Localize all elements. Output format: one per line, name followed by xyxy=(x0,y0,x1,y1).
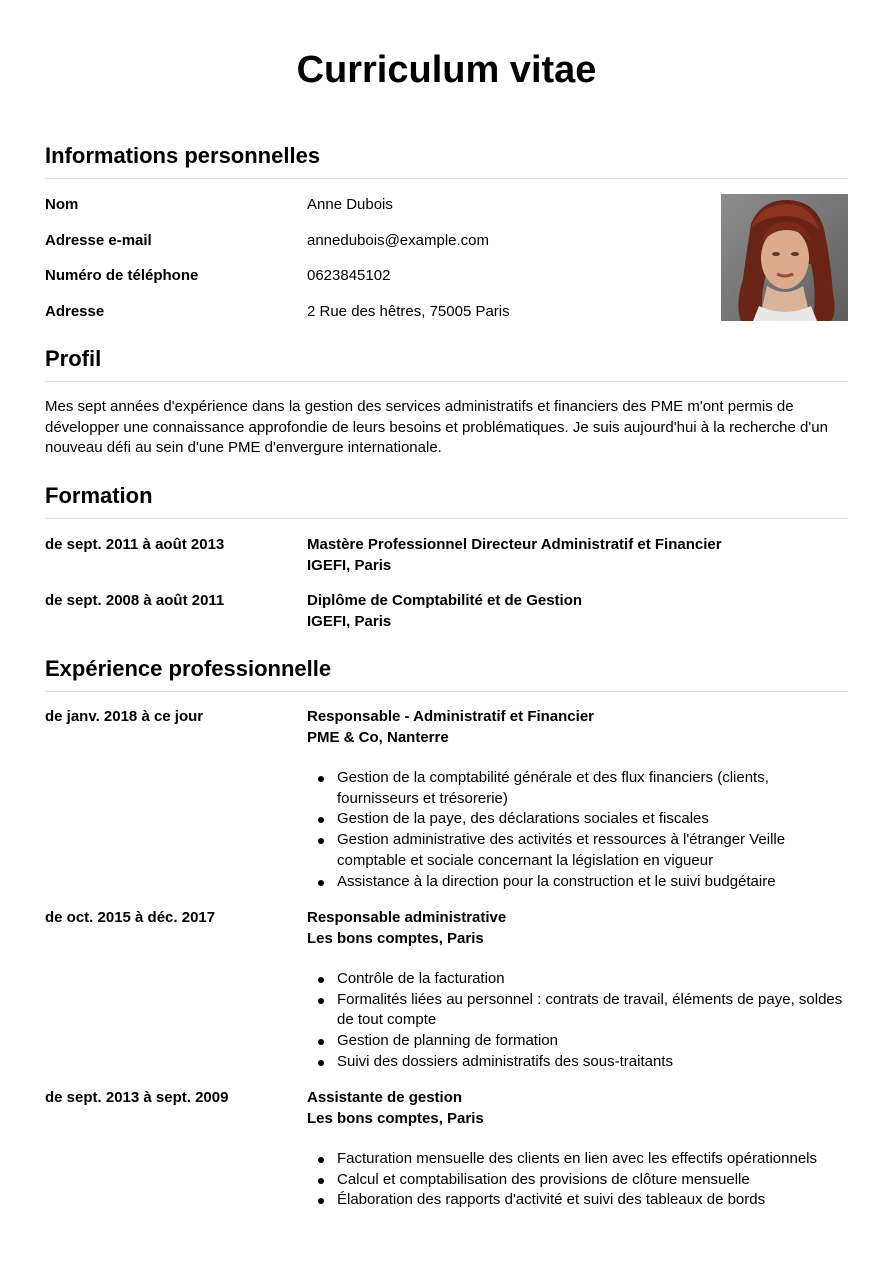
task-item: Gestion de la paye, des déclarations sociales et fiscales xyxy=(307,809,848,830)
task-list xyxy=(307,1149,848,1211)
education-school: IGEFI, Paris xyxy=(307,557,392,574)
education-details xyxy=(307,590,848,632)
education-school: IGEFI, Paris xyxy=(307,613,392,630)
experience-dates: de oct. 2015 à déc. 2017 xyxy=(45,909,216,926)
experience-company: Les bons comptes, Paris xyxy=(307,1110,484,1127)
task-item: Gestion de planning de formation xyxy=(307,1031,848,1052)
task-item: Suivi des dossiers administratifs des sous-traitants xyxy=(307,1052,848,1073)
experience-dates: de janv. 2018 à ce jour xyxy=(45,708,204,725)
task-item: Gestion administrative des activités et ressources à l'étranger Veille comptable et sociale concernant la législation en vigueur xyxy=(307,830,848,871)
field-label: Adresse e-mail xyxy=(45,232,152,249)
field-label: Adresse xyxy=(45,303,105,320)
experience-role: Assistante de gestion xyxy=(307,1089,463,1106)
field-value: Anne Dubois xyxy=(307,196,393,213)
experience-company: PME & Co, Nanterre xyxy=(307,729,449,746)
education-degree: Mastère Professionnel Directeur Administratif et Financier xyxy=(307,536,722,553)
task-list xyxy=(307,969,848,1073)
profile-text: Mes sept années d'expérience dans la gestion des services administratifs et financiers des PME m'ont permis de développer une connaissance approfondie de leurs besoins et problématiques. Je suis aujourd'hui à la recherche d'un nouveau défi au sein d'une PME d'envergure internationale. xyxy=(45,398,828,457)
experience-role: Responsable - Administratif et Financier xyxy=(307,708,594,725)
experience-dates: de sept. 2013 à sept. 2009 xyxy=(45,1089,229,1106)
field-value: 0623845102 xyxy=(307,267,391,284)
experience-details xyxy=(307,706,848,892)
education-details xyxy=(307,534,848,576)
field-value: annedubois@example.com xyxy=(307,232,489,249)
task-item: Assistance à la direction pour la construction et le suivi budgétaire xyxy=(307,872,848,893)
section-title-experience: Expérience professionnelle xyxy=(45,656,848,692)
task-item: Facturation mensuelle des clients en lien avec les effectifs opérationnels xyxy=(307,1149,848,1170)
field-label: Numéro de téléphone xyxy=(45,267,199,284)
section-title-personal: Informations personnelles xyxy=(45,143,848,179)
document-title: Curriculum vitae xyxy=(296,49,597,91)
task-item: Formalités liées au personnel : contrats de travail, éléments de paye, soldes de tout compte xyxy=(307,990,848,1031)
task-item: Contrôle de la facturation xyxy=(307,969,848,990)
field-label: Nom xyxy=(45,196,79,213)
education-degree: Diplôme de Comptabilité et de Gestion xyxy=(307,592,583,609)
section-title-education: Formation xyxy=(45,483,848,519)
experience-role: Responsable administrative xyxy=(307,909,507,926)
task-item: Calcul et comptabilisation des provisions de clôture mensuelle xyxy=(307,1170,848,1191)
field-value: 2 Rue des hêtres, 75005 Paris xyxy=(307,303,510,320)
task-item: Élaboration des rapports d'activité et suivi des tableaux de bords xyxy=(307,1190,848,1211)
task-list xyxy=(307,768,848,892)
education-dates: de sept. 2008 à août 2011 xyxy=(45,592,225,609)
profile-photo xyxy=(721,194,848,321)
section-title-profile: Profil xyxy=(45,346,848,382)
experience-company: Les bons comptes, Paris xyxy=(307,930,484,947)
experience-details xyxy=(307,907,848,1073)
experience-details xyxy=(307,1087,848,1211)
task-item: Gestion de la comptabilité générale et des flux financiers (clients, fournisseurs et trésorerie) xyxy=(307,768,848,809)
education-dates: de sept. 2011 à août 2013 xyxy=(45,536,225,553)
